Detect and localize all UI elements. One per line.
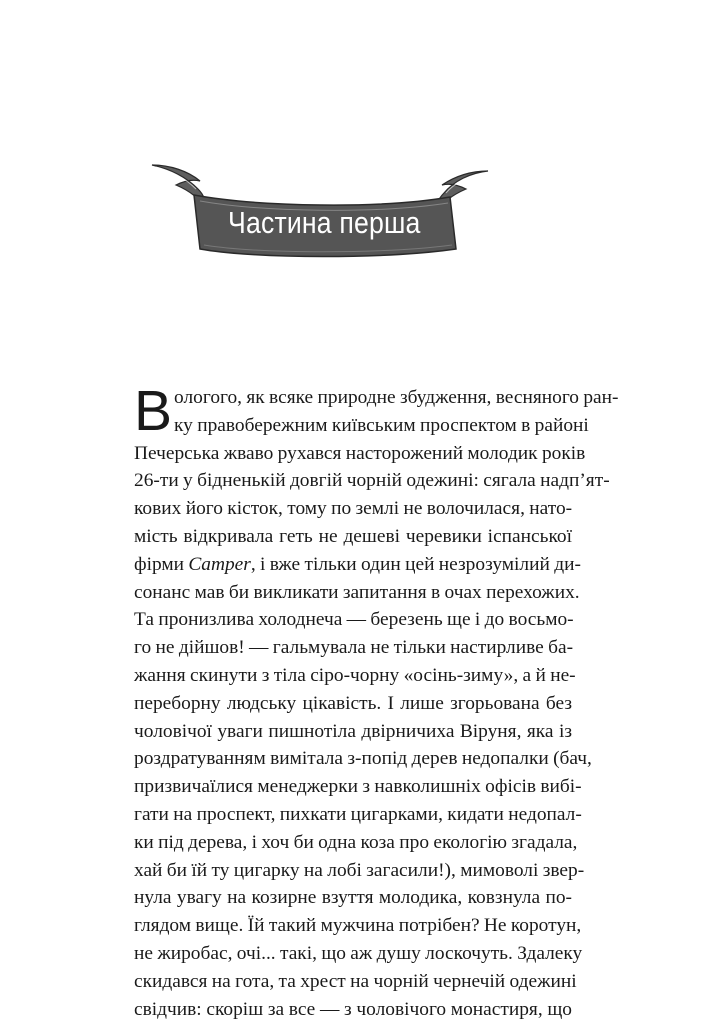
text-line: кових його кісток, тому по землі не волочилася, нато- bbox=[134, 498, 573, 520]
text-line: ку правобережним київським проспектом в районі bbox=[174, 414, 589, 436]
text-line: нула увагу на козирне взуття молодика, ковзнула по- bbox=[134, 887, 572, 909]
text-line: скидався на гота, та хрест на чорній чернечій одежині bbox=[134, 970, 577, 992]
text-line: призвичаїлися менеджерки з навколишніх офісів вибі- bbox=[134, 776, 582, 798]
text-fragment: фірми bbox=[134, 553, 189, 575]
text-line: не жиробас, очі... такі, що аж душу лоскочуть. Здалеку bbox=[134, 942, 583, 964]
chapter-title: Частина перша bbox=[228, 205, 421, 240]
text-fragment: , і вже тільки один цей незрозумілий ди- bbox=[250, 553, 581, 575]
text-line: сонанс мав би викликати запитання в очах перехожих. bbox=[134, 581, 580, 603]
text-line: хай би їй ту цигарку на лобі загасили!), мимоволі звер- bbox=[134, 859, 585, 881]
text-line: мість відкривала геть не дешеві черевики іспанської bbox=[134, 525, 572, 547]
text-line: чоловічої уваги пишнотіла двірничиха Віруня, яка із bbox=[134, 720, 572, 742]
text-line: роздратуванням вимітала з-попід дерев недопалки (бач, bbox=[134, 748, 592, 770]
body-text bbox=[134, 379, 619, 1023]
brand-name: Camper bbox=[188, 553, 251, 575]
text-line: ологого, як всяке природне збудження, весняного ран- bbox=[174, 387, 619, 408]
text-line-with-brand bbox=[134, 551, 581, 579]
text-line: Печерська жваво рухався насторожений молодик років bbox=[134, 442, 586, 464]
text-line: Та пронизлива холоднеча — березень ще і до восьмо- bbox=[134, 609, 574, 631]
text-line: ки під дерева, і хоч би одна коза про екологію згадала, bbox=[134, 831, 578, 853]
drop-cap: В bbox=[134, 379, 173, 443]
text-line: 26-ти у бідненькій довгій чорній одежині: сягала надп’ят- bbox=[134, 470, 610, 492]
text-line: глядом вище. Їй такий мужчина потрібен? Не коротун, bbox=[134, 915, 582, 937]
text-line: гати на проспект, пихкати цигарками, кидати недопал- bbox=[134, 803, 582, 825]
text-line: переборну людську цікавість. І лише згорьована без bbox=[134, 692, 572, 714]
text-line: го не дійшов! — гальмувала не тільки настирливе ба- bbox=[134, 637, 574, 659]
text-line: жання скинути з тіла сіро-чорну «осінь-зиму», а й не- bbox=[134, 664, 576, 686]
text-line: свідчив: скоріш за все — з чоловічого монастиря, що bbox=[134, 998, 572, 1020]
